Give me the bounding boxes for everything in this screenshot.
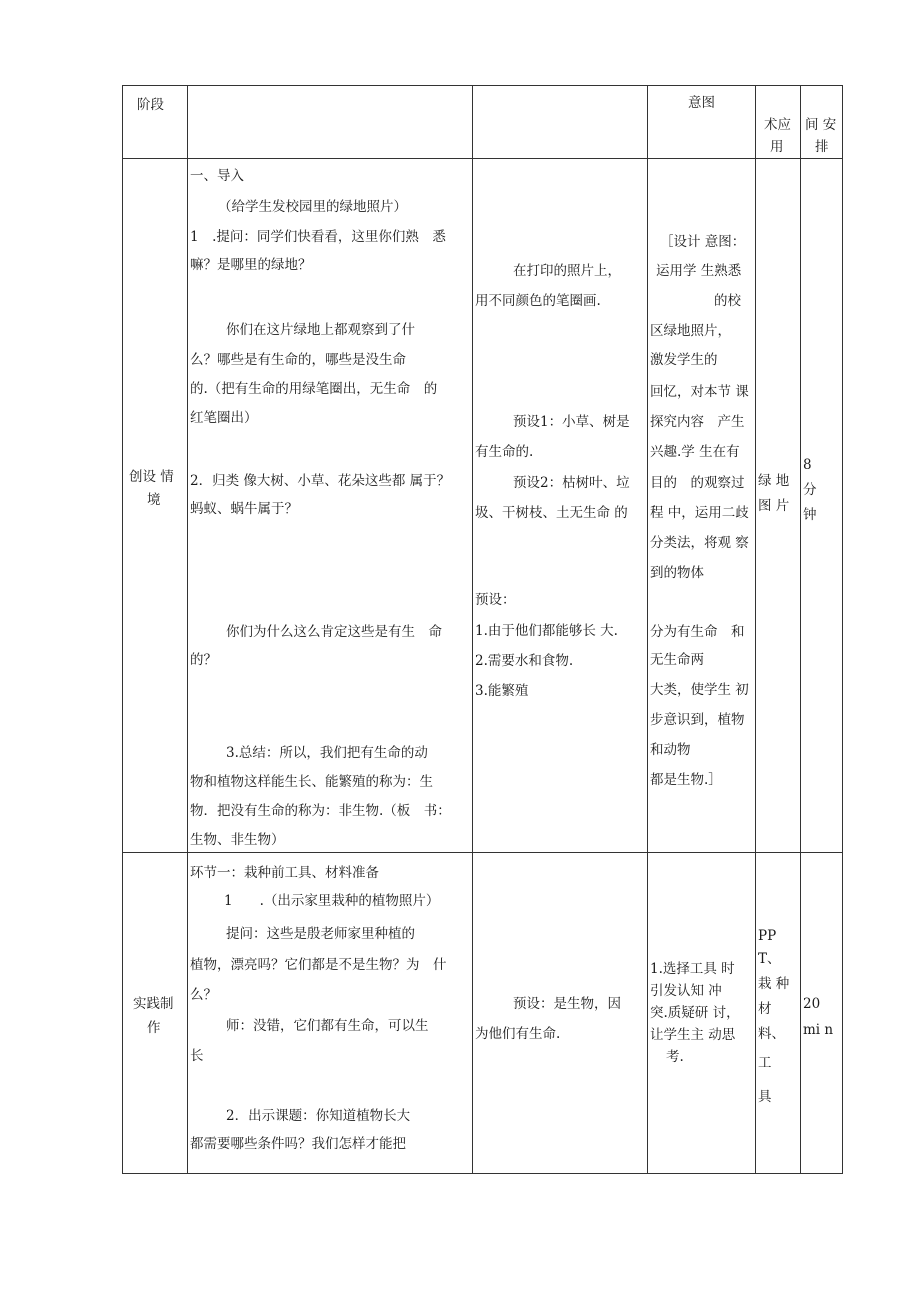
tech-line: 绿 地 xyxy=(758,473,790,489)
teacher-line: （给学生发校园里的绿地照片） xyxy=(218,199,407,215)
design-intent-cell xyxy=(648,853,756,1174)
intent-line: 大类，使学生 初 xyxy=(650,682,749,698)
header-student-cell xyxy=(473,86,648,159)
teacher-activity-cell xyxy=(188,853,473,1174)
tech-line: 栽 种 xyxy=(758,976,790,992)
teacher-activity-cell xyxy=(188,159,473,853)
header-intent: 意图 xyxy=(688,95,715,111)
tech-line: 图 片 xyxy=(758,498,790,514)
teacher-line: 2．归类 像大树、小草、花朵这些都 属于？ xyxy=(190,473,451,489)
intent-line: 分类法，将观 察 xyxy=(650,535,749,551)
student-line: 在打印的照片上， xyxy=(513,263,621,279)
intent-line: 和动物 xyxy=(650,742,691,758)
header-intent-cell xyxy=(648,86,756,159)
tech-line: 工 xyxy=(758,1055,772,1071)
intent-line: 无生命两 xyxy=(650,652,704,668)
time-line: 20 xyxy=(803,996,821,1012)
intent-line: 探究内容 产生 xyxy=(650,414,745,430)
teacher-line: 嘛？是哪里的绿地？ xyxy=(190,257,312,273)
header-tech-cell xyxy=(756,86,801,159)
tech-line: T、 xyxy=(758,951,781,967)
header-tech-line: 用 xyxy=(770,139,784,155)
student-line: 3.能繁殖 xyxy=(475,683,529,699)
header-stage: 阶段 xyxy=(137,97,164,113)
tech-application-cell xyxy=(756,159,801,853)
intent-line: 考. xyxy=(666,1049,684,1065)
intent-line: 激发学生的 xyxy=(650,352,718,368)
student-line: 预设： xyxy=(475,592,516,608)
student-line: 为他们有生命. xyxy=(475,1026,561,1042)
teacher-line: 么？ xyxy=(190,987,217,1003)
student-line: 有生命的. xyxy=(475,444,534,460)
teacher-line: 长 xyxy=(190,1048,204,1064)
teacher-line: 物．把没有生命的称为：非生物.（板 书： xyxy=(190,803,451,819)
teacher-line: 么？哪些是有生命的，哪些是没生命 xyxy=(190,352,406,368)
time-line: mi n xyxy=(803,1022,834,1038)
teacher-line: 物和植物这样能生长、能繁殖的称为：生 xyxy=(190,774,433,790)
design-intent-cell xyxy=(648,159,756,853)
time-line: 8 xyxy=(803,457,812,473)
teacher-line: 2．出示课题：你知道植物长大 xyxy=(226,1108,411,1124)
student-line: 预设：是生物，因 xyxy=(513,996,621,1012)
intent-line: 运用学 生熟悉 xyxy=(656,263,742,279)
stage-label-line: 创设 情 xyxy=(129,469,174,485)
intent-line: 让学生主 动思 xyxy=(650,1027,736,1043)
intent-line: 兴趣.学 生在有 xyxy=(650,444,740,460)
student-activity-cell xyxy=(473,853,648,1174)
intent-line: 步意识到，植物 xyxy=(650,712,745,728)
header-time-line: 排 xyxy=(815,139,829,155)
stage-row-situation xyxy=(123,159,843,853)
teacher-line: 提问：这些是殷老师家里种植的 xyxy=(226,926,415,942)
stage-label-line: 作 xyxy=(147,1020,161,1036)
teacher-line: 植物，漂亮吗？它们都是不是生物？为 什 xyxy=(190,957,447,973)
header-stage-cell xyxy=(123,86,188,159)
teacher-line: 的.（把有生命的用绿笔圈出，无生命 的 xyxy=(190,381,438,397)
header-tech-line: 术应 xyxy=(764,117,791,133)
student-line: 1.由于他们都能够长 大. xyxy=(475,623,618,639)
header-teacher-cell xyxy=(188,86,473,159)
time-allocation-cell xyxy=(801,853,843,1174)
intent-line: 1.选择工具 时 xyxy=(650,961,735,977)
teacher-line: 1 .提问：同学们快看看，这里你们熟 悉 xyxy=(190,229,446,245)
intent-line: 目的 的观察过 xyxy=(650,475,745,491)
intent-line: 突.质疑研 讨， xyxy=(650,1005,740,1021)
student-line: 圾、干树枝、土无生命 的 xyxy=(475,505,628,521)
student-line: 2.需要水和食物. xyxy=(475,653,574,669)
time-line: 分 xyxy=(803,482,817,498)
header-time-cell xyxy=(801,86,843,159)
tech-line: 材 xyxy=(758,1001,772,1017)
time-line: 钟 xyxy=(803,507,817,523)
intent-line: 回忆，对本节 课 xyxy=(650,384,749,400)
intent-line: 都是生物.］ xyxy=(650,772,722,788)
teacher-line: 师：没错，它们都有生命，可以生 xyxy=(226,1018,429,1034)
teacher-line: 环节一：栽种前工具、材料准备 xyxy=(190,865,379,881)
teacher-line: 3.总结：所以，我们把有生命的动 xyxy=(226,745,428,761)
teacher-line: 红笔圈出） xyxy=(190,410,258,426)
intent-line: 区绿地照片， xyxy=(650,323,731,339)
time-allocation-cell xyxy=(801,159,843,853)
stage-cell xyxy=(123,159,188,853)
intent-line: 到的物体 xyxy=(650,565,704,581)
intent-line: ［设计 意图： xyxy=(660,234,746,250)
tech-application-cell xyxy=(756,853,801,1174)
teacher-line: 的？ xyxy=(190,652,217,668)
intent-line: 引发认知 冲 xyxy=(650,983,722,999)
stage-label-line: 境 xyxy=(147,492,161,508)
teacher-line: 生物、非生物） xyxy=(190,832,285,848)
intent-line: 分为有生命 和 xyxy=(650,624,745,640)
tech-line: 料、 xyxy=(758,1026,785,1042)
stage-label-line: 实践制 xyxy=(133,996,174,1012)
teacher-line: 你们在这片绿地上都观察到了什 xyxy=(226,322,415,338)
stage-cell xyxy=(123,853,188,1174)
intent-line: 的校 xyxy=(714,293,741,309)
teacher-line: 一、导入 xyxy=(190,168,244,184)
tech-line: 具 xyxy=(758,1089,772,1105)
teacher-line: 都需要哪些条件吗？我们怎样才能把 xyxy=(190,1136,406,1152)
stage-row-practice xyxy=(123,853,843,1174)
header-time-line: 间 安 xyxy=(805,117,837,133)
student-activity-cell xyxy=(473,159,648,853)
teacher-line: 你们为什么这么肯定这些是有生 命 xyxy=(226,624,442,640)
teacher-line: 1 .（出示家里栽种的植物照片） xyxy=(224,893,440,909)
teacher-line: 蚂蚁、蜗牛属于？ xyxy=(190,501,298,517)
lesson-plan-table xyxy=(122,85,843,1174)
tech-line: PP xyxy=(758,928,777,944)
student-line: 预设1：小草、树是 xyxy=(513,414,630,430)
student-line: 用不同颜色的笔圈画. xyxy=(475,293,601,309)
student-line: 预设2：枯树叶、垃 xyxy=(513,475,630,491)
intent-line: 程 中，运用二歧 xyxy=(650,505,749,521)
header-row xyxy=(123,86,843,159)
